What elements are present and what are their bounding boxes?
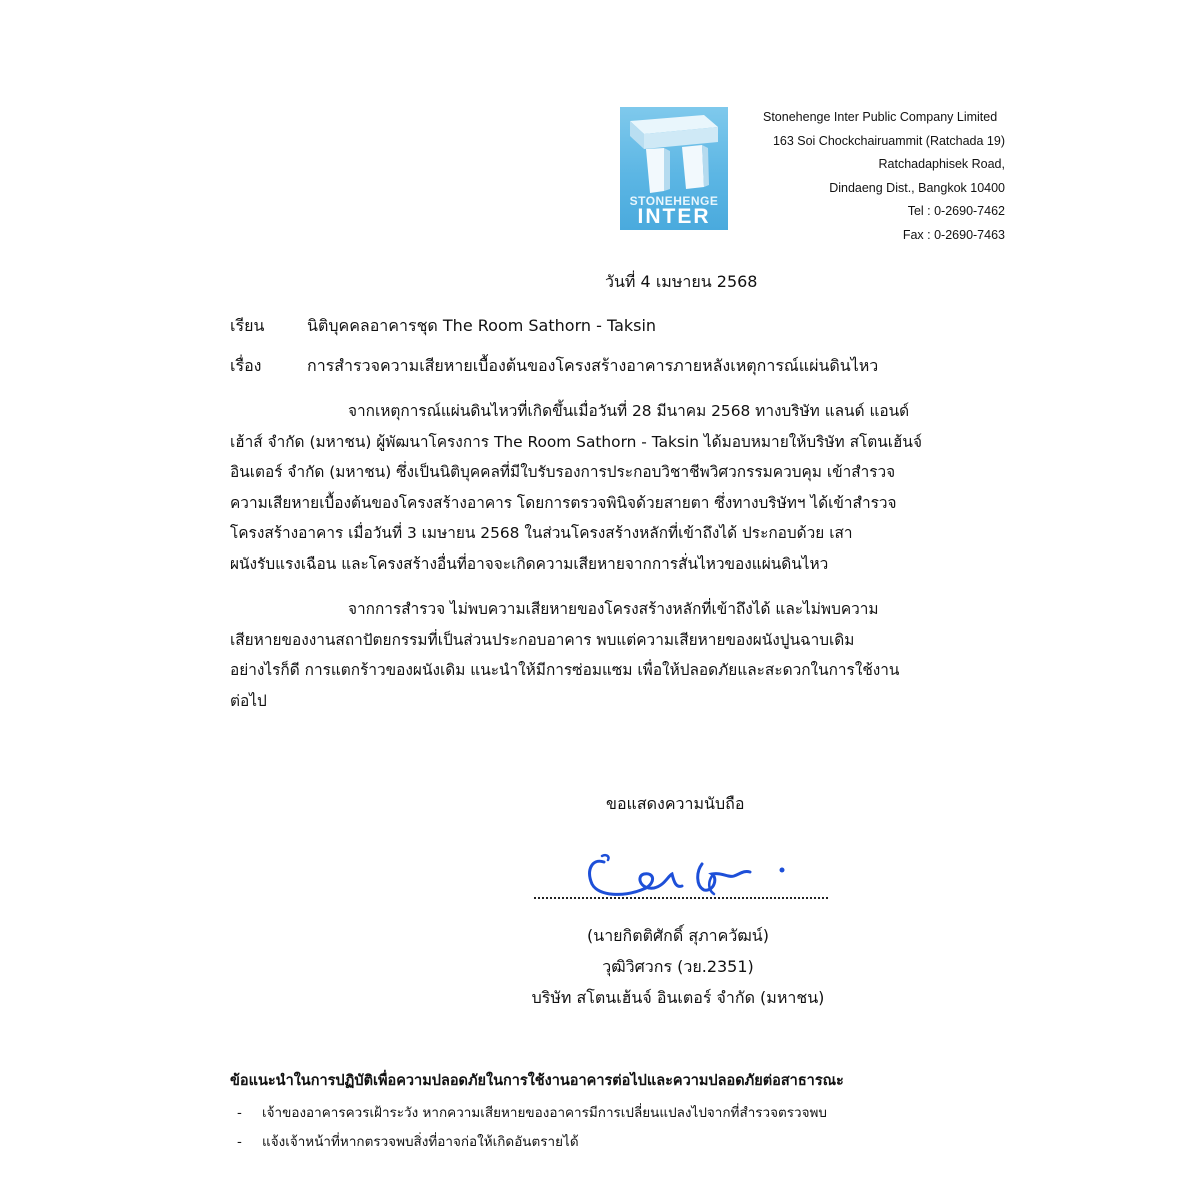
- company-fax: Fax : 0-2690-7463: [902, 227, 1005, 242]
- note-bullet: -: [237, 1105, 242, 1121]
- signatory-title: วุฒิวิศวกร (วย.2351): [602, 957, 754, 976]
- letter-date: วันที่ 4 เมษายน 2568: [605, 272, 758, 291]
- body-line: ต่อไป: [230, 691, 267, 710]
- logo-text-stonehenge: STONEHENGE: [629, 194, 719, 208]
- logo-text-inter: INTER: [637, 205, 711, 228]
- body-paragraph-1: [230, 396, 1002, 579]
- body-line: ความเสียหายเบื้องต้นของโครงสร้างอาคาร โดยการตรวจพินิจด้วยสายตา ซึ่งทางบริษัทฯ ได้เข้าสำรวจ: [230, 493, 897, 512]
- recipient-row: [230, 314, 656, 339]
- body-line: เสียหายของงานสถาปัตยกรรมที่เป็นส่วนประกอบอาคาร พบแต่ความเสียหายของผนังปูนฉาบเดิม: [230, 630, 855, 649]
- note-item: [237, 1101, 827, 1123]
- subject-value: การสำรวจความเสียหายเบื้องต้นของโครงสร้างอาคารภายหลังเหตุการณ์แผ่นดินไหว: [307, 356, 879, 375]
- company-name: Stonehenge Inter Public Company Limited: [763, 110, 998, 124]
- body-line: จากการสำรวจ ไม่พบความเสียหายของโครงสร้างหลักที่เข้าถึงได้ และไม่พบความ: [348, 600, 879, 618]
- company-tel: Tel : 0-2690-7462: [907, 204, 1005, 218]
- address-line-3: Dindaeng Dist., Bangkok 10400: [829, 180, 1005, 195]
- subject-label: เรื่อง: [230, 356, 262, 375]
- notes-title: ข้อแนะนำในการปฏิบัติเพื่อความปลอดภัยในการใช้งานอาคารต่อไปและความปลอดภัยต่อสาธารณะ: [230, 1073, 844, 1089]
- note-item: [237, 1130, 579, 1152]
- recipient-label: เรียน: [230, 316, 265, 335]
- company-logo: [620, 107, 728, 230]
- subject-row: [230, 354, 878, 379]
- body-line: จากเหตุการณ์แผ่นดินไหวที่เกิดขึ้นเมื่อวันที่ 28 มีนาคม 2568 ทางบริษัท แลนด์ แอนด์: [348, 402, 910, 420]
- body-paragraph-2: [230, 594, 1002, 716]
- address-line-2: Ratchadaphisek Road,: [878, 157, 1005, 171]
- body-line: เฮ้าส์ จำกัด (มหาชน) ผู้พัฒนาโครงการ The Room Sathorn - Taksin ได้มอบหมายให้บริษัท สโตนเฮ้นจ์: [230, 432, 922, 451]
- body-line: อย่างไรก็ดี การแตกร้าวของผนังเดิม แนะนำให้มีการซ่อมแซม เพื่อให้ปลอดภัยและสะดวกในการใช้งาน: [230, 661, 900, 679]
- address-line-1: 163 Soi Chockchairuammit (Ratchada 19): [772, 133, 1005, 148]
- closing-phrase: ขอแสดงความนับถือ: [606, 794, 745, 813]
- recipient-value: นิติบุคคลอาคารชุด The Room Sathorn - Taksin: [307, 316, 657, 335]
- body-line: โครงสร้างอาคาร เมื่อวันที่ 3 เมษายน 2568 ในส่วนโครงสร้างหลักที่เข้าถึงได้ ประกอบด้วย เสา: [230, 524, 853, 542]
- signatory-block: [513, 920, 843, 1013]
- note-text: เจ้าของอาคารควรเฝ้าระวัง หากความเสียหายของอาคารมีการเปลี่ยนแปลงไปจากที่สำรวจตรวจพบ: [262, 1105, 827, 1121]
- company-address-block: [740, 106, 1005, 247]
- signatory-name: (นายกิตติศักดิ์ สุภาควัฒน์): [587, 926, 769, 945]
- body-line: อินเตอร์ จำกัด (มหาชน) ซึ่งเป็นนิติบุคคลที่มีใบรับรองการประกอบวิชาชีพวิศวกรรมควบคุม เข้าสำรวจ: [230, 463, 896, 481]
- signatory-company: บริษัท สโตนเฮ้นจ์ อินเตอร์ จำกัด (มหาชน): [531, 988, 825, 1007]
- signature-line: [534, 887, 828, 899]
- note-bullet: -: [237, 1134, 242, 1150]
- note-text: แจ้งเจ้าหน้าที่หากตรวจพบสิ่งที่อาจก่อให้เกิดอันตรายได้: [262, 1134, 579, 1150]
- body-line: ผนังรับแรงเฉือน และโครงสร้างอื่นที่อาจจะเกิดความเสียหายจากการสั่นไหวของแผ่นดินไหว: [230, 554, 829, 573]
